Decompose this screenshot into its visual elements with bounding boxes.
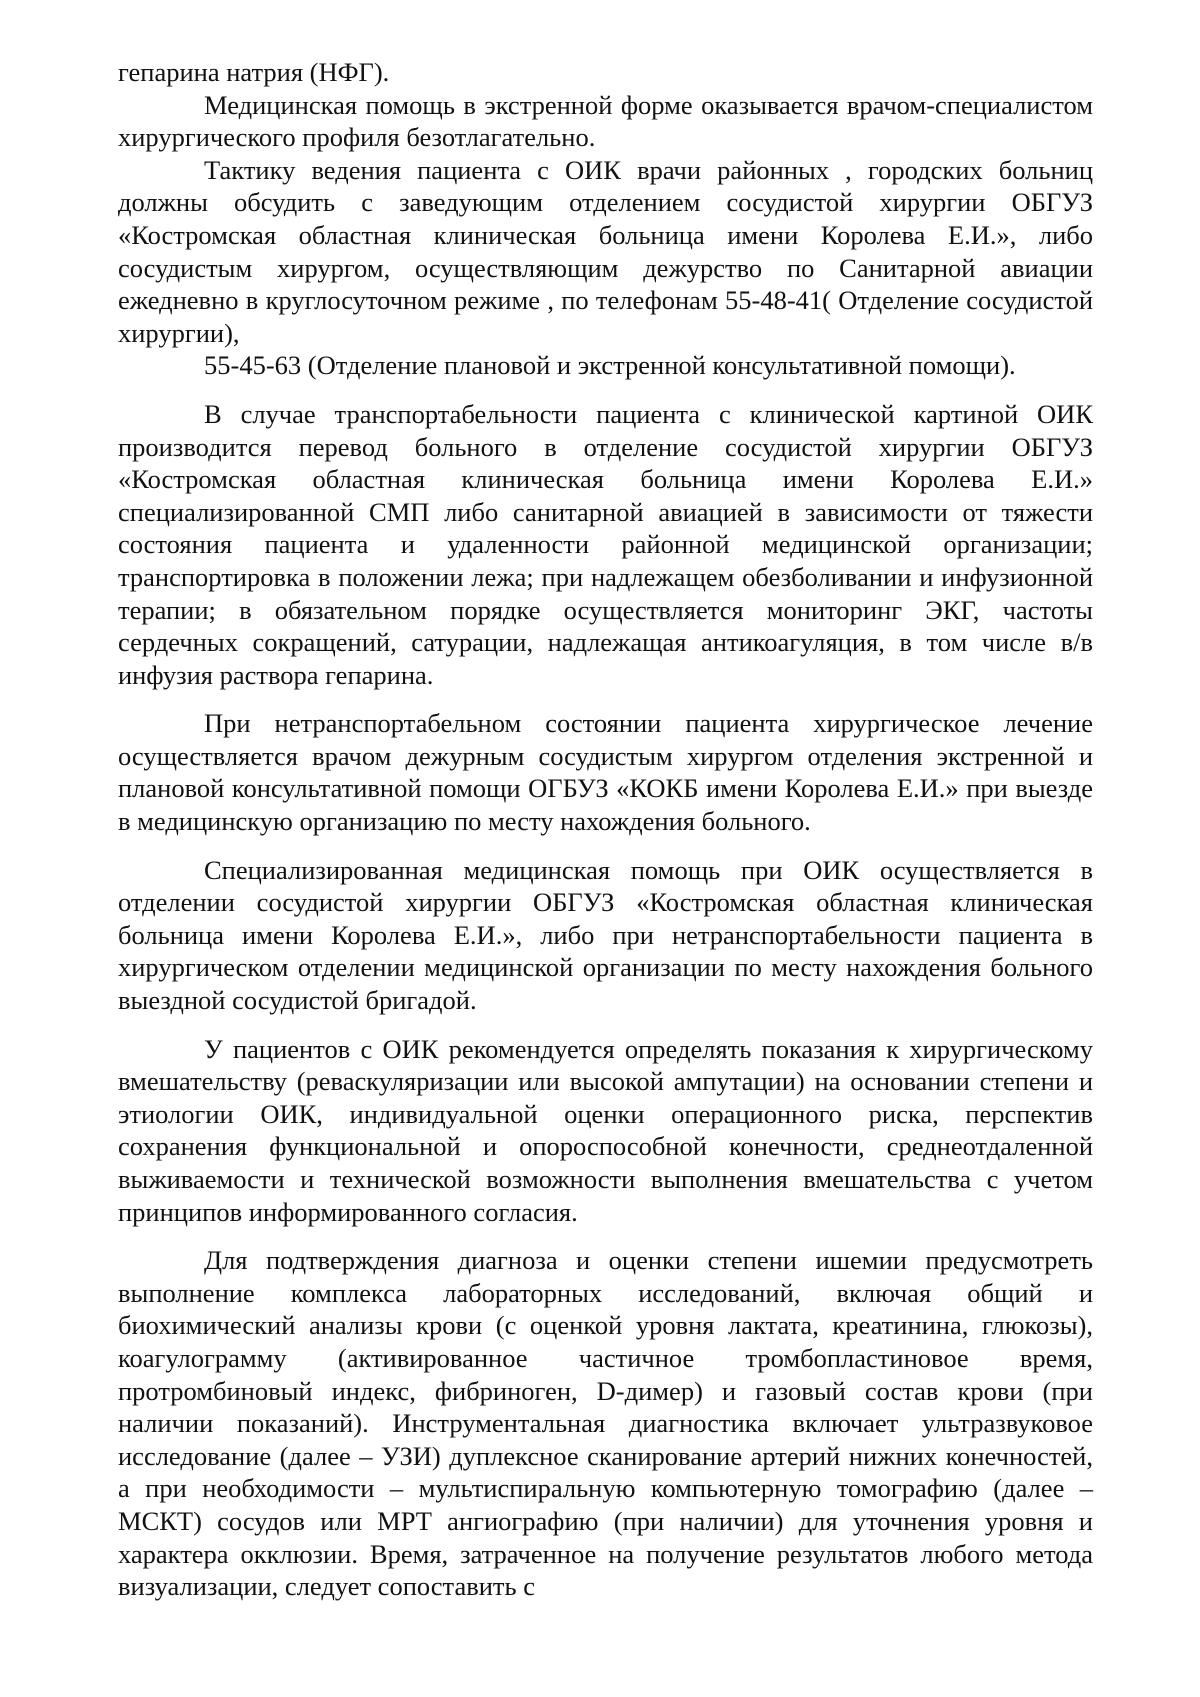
document-page <box>118 56 1093 1603</box>
paragraph-5: В случае транспортабельности пациента с клинической картиной ОИК производится перевод больного в отделение сосудистой хирургии ОБГУЗ «Костромская областная клиническая больница имени Королева Е.И.» специализированной СМП либо санитарной авиацией в зависимости от тяжести состояния пациента и удаленности районной медицинской организации; транспортировка в положении лежа; при надлежащем обезболивании и инфузионной терапии; в обязательном порядке осуществляется мониторинг ЭКГ, частоты сердечных сокращений, сатурации, надлежащая антикоагуляция, в том числе в/в инфузия раствора гепарина. <box>118 398 1093 690</box>
paragraph-8: У пациентов с ОИК рекомендуется определять показания к хирургическому вмешательству (реваскуляризации или высокой ампутации) на основании степени и этиологии ОИК, индивидуальной оценки операционного риска, перспектив сохранения функциональной и опороспособной конечности, среднеотдаленной выживаемости и технической возможности выполнения вмешательства с учетом принципов информированного согласия. <box>118 1033 1093 1227</box>
paragraph-2: Медицинская помощь в экстренной форме оказывается врачом-специалистом хирургического профиля безотлагательно. <box>118 89 1093 153</box>
paragraph-3: Тактику ведения пациента с ОИК врачи районных , городских больниц должны обсудить с заведующим отделением сосудистой хирургии ОБГУЗ «Костромская областная клиническая больница имени Королева Е.И.», либо сосудистым хирургом, осуществляющим дежурство по Санитарной авиации ежедневно в круглосуточном режиме , по телефонам 55-48-41( Отделение сосудистой хирургии), <box>118 154 1093 348</box>
paragraph-9: Для подтверждения диагноза и оценки степени ишемии предусмотреть выполнение комплекса лабораторных исследований, включая общий и биохимический анализы крови (с оценкой уровня лактата, креатинина, глюкозы), коагулограмму (активированное частичное тромбопластиновое время, протромбиновый индекс, фибриноген, D-димер) и газовый состав крови (при наличии показаний). Инструментальная диагностика включает ультразвуковое исследование (далее – УЗИ) дуплексное сканирование артерий нижних конечностей, а при необходимости – мультиспиральную компьютерную томографию (далее – МСКТ) сосудов или МРТ ангиографию (при наличии) для уточнения уровня и характера окклюзии. Время, затраченное на получение результатов любого метода визуализации, следует сопоставить с <box>118 1245 1093 1602</box>
paragraph-4: 55-45-63 (Отделение плановой и экстренной консультативной помощи). <box>204 350 1016 381</box>
paragraph-6: При нетранспортабельном состоянии пациента хирургическое лечение осуществляется врачом дежурным сосудистым хирургом отделения экстренной и плановой консультативной помощи ОГБУЗ «КОКБ имени Королева Е.И.» при выезде в медицинскую организацию по месту нахождения больного. <box>118 708 1093 837</box>
paragraph-7: Специализированная медицинская помощь при ОИК осуществляется в отделении сосудистой хирургии ОБГУЗ «Костромская областная клиническая больница имени Королева Е.И.», либо при нетранспортабельности пациента в хирургическом отделении медицинской организации по месту нахождения больного выездной сосудистой бригадой. <box>118 854 1093 1016</box>
paragraph-1: гепарина натрия (НФГ). <box>118 57 390 87</box>
